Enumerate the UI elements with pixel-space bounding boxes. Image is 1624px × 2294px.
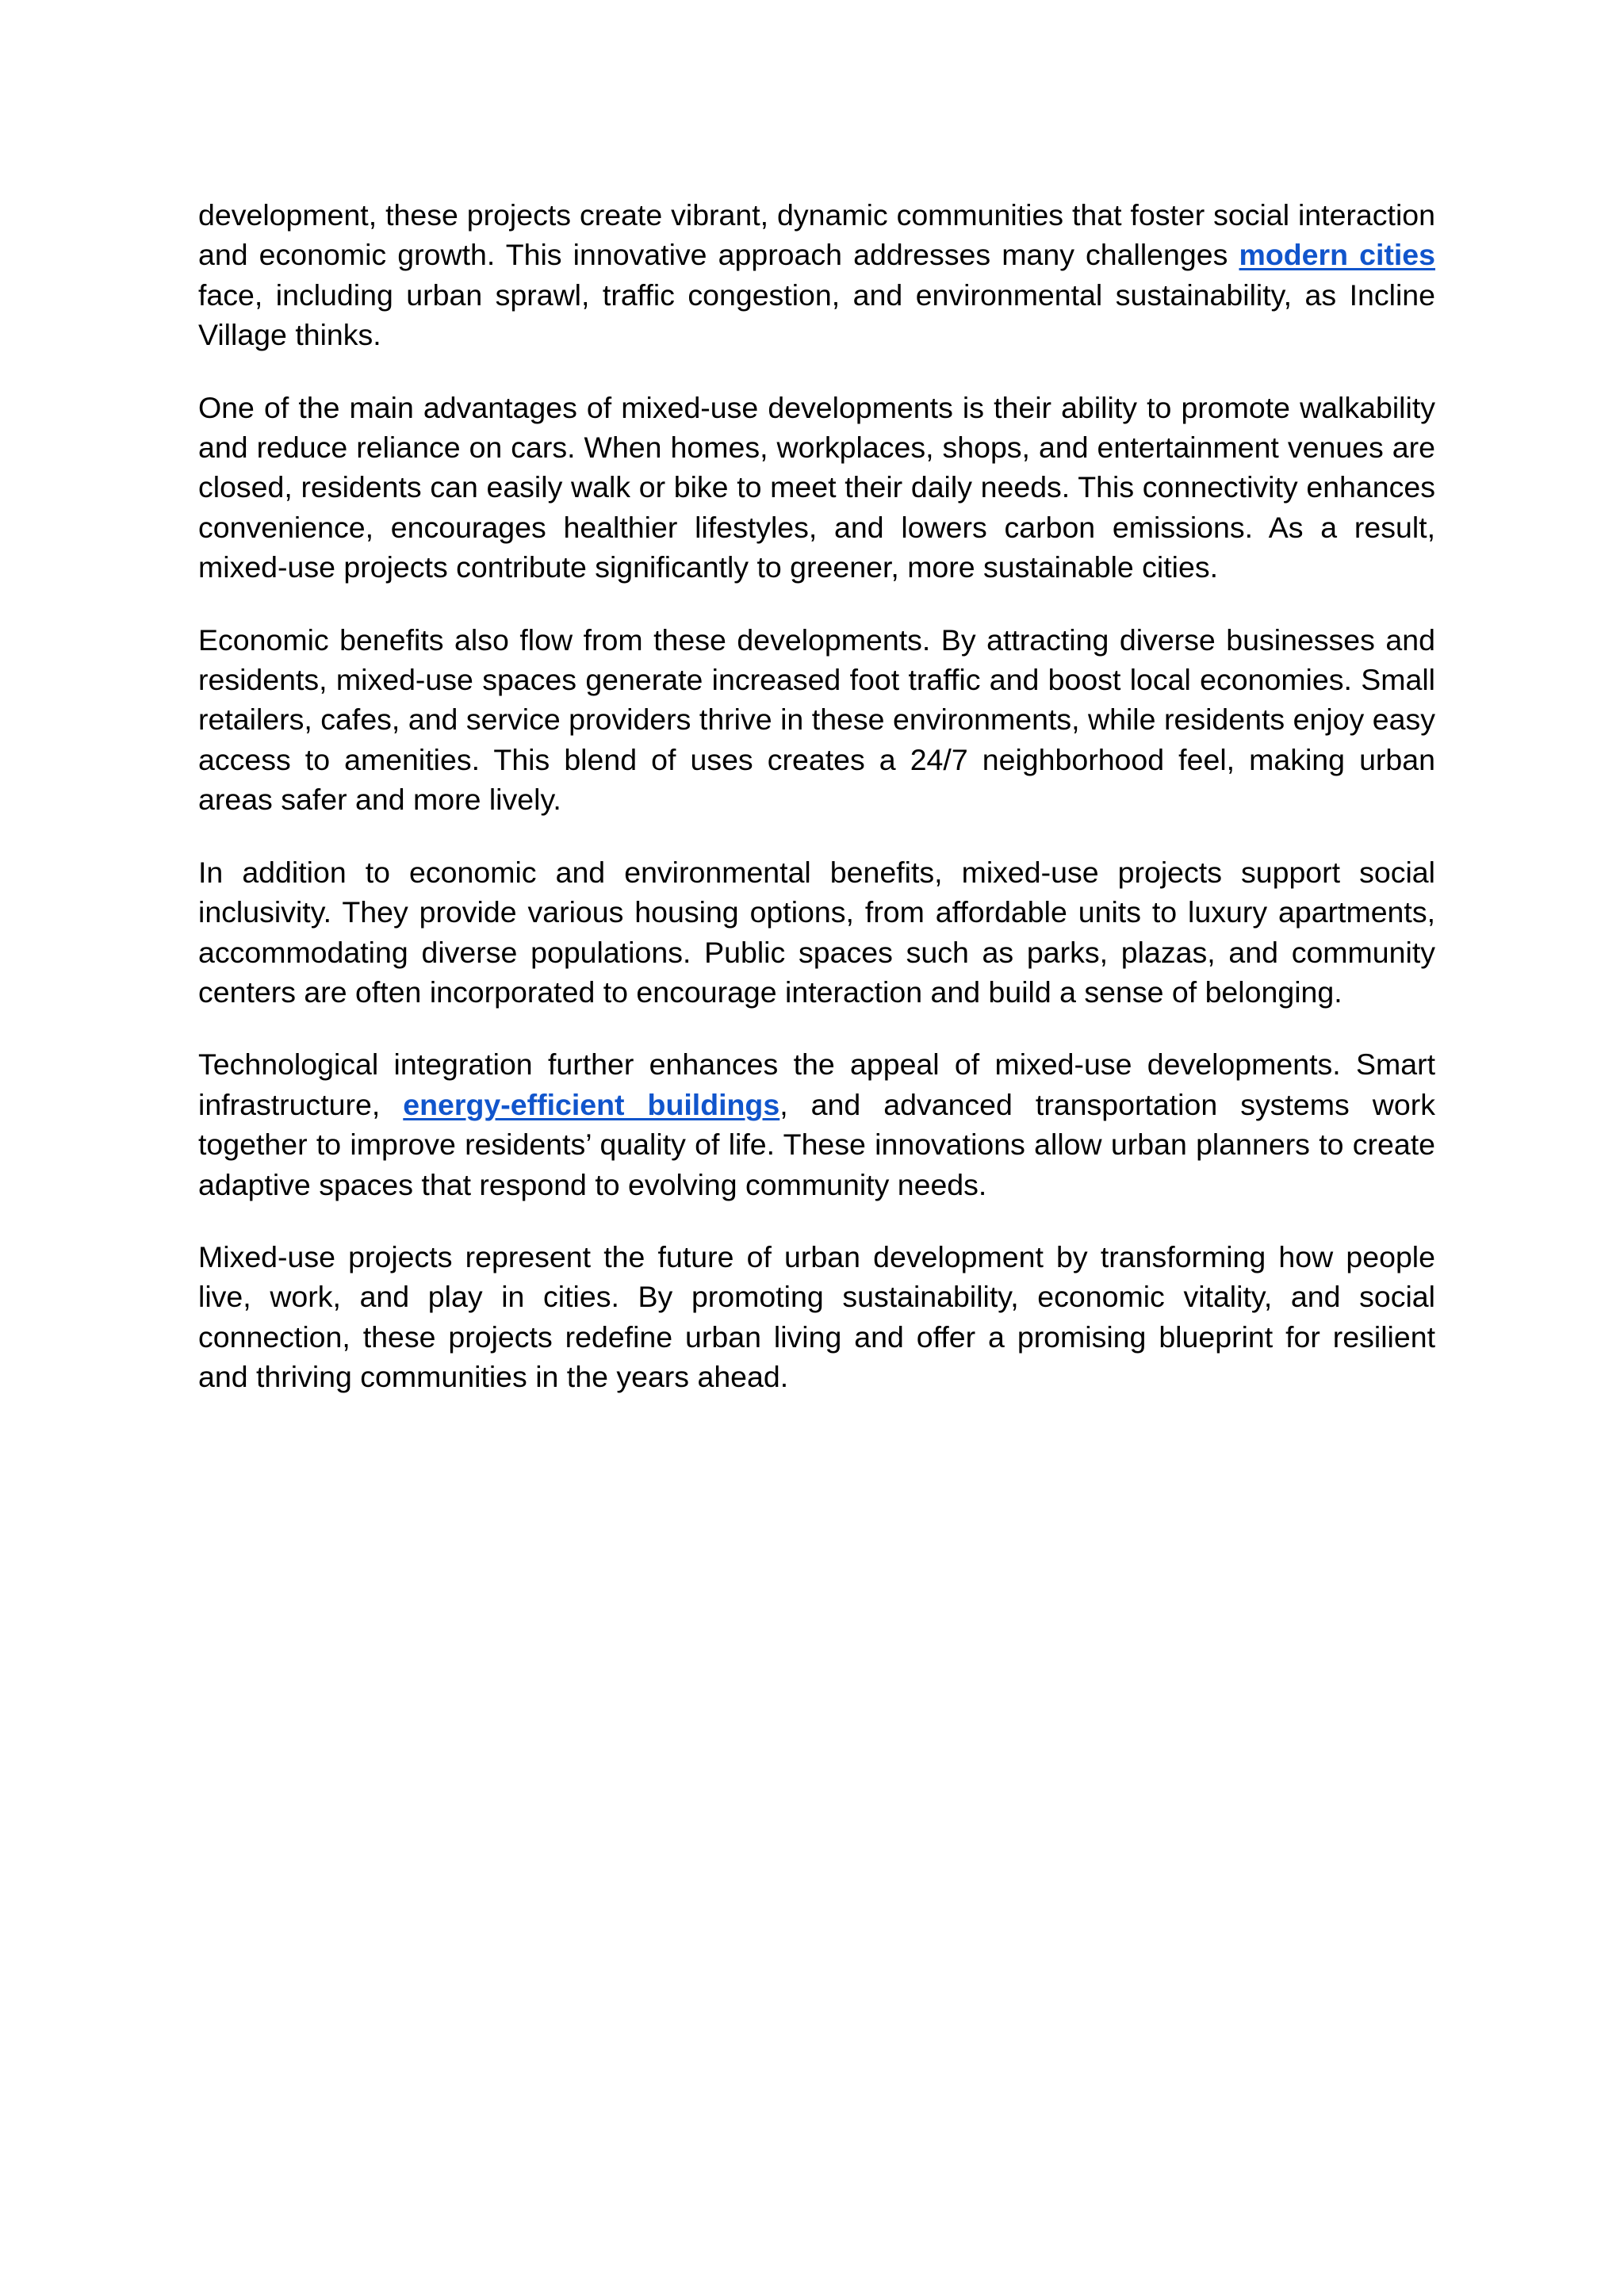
paragraph-conclusion: Mixed-use projects represent the future of urban development by transforming how people live, work, and play in cities. By promoting sustainability, economic vitality, and social connection, these projects redefine urban living and offer a promising blueprint for resilient and thriving communities in the years ahead. (198, 1239, 1435, 1394)
paragraph-technology (198, 1044, 1435, 1204)
link-energy-efficient-buildings[interactable]: energy-efficient buildings (403, 1087, 780, 1121)
paragraph-intro (198, 195, 1435, 355)
link-modern-cities[interactable]: modern cities (1239, 238, 1436, 272)
paragraph-text: face, including urban sprawl, traffic congestion, and environmental sustainability, as Incline Village thinks. (198, 278, 1435, 352)
paragraph-walkability: One of the main advantages of mixed-use developments is their ability to promote walkability and reduce reliance on cars. When homes, workplaces, shops, and entertainment venues are closed, residents can easily walk or bike to meet their daily needs. This connectivity enhances convenience, encourages healthier lifestyles, and lowers carbon emissions. As a result, mixed-use projects contribute significantly to greener, more sustainable cities. (198, 390, 1435, 584)
paragraph-text: Technological integration further enhances the appeal of mixed-use developments. Smart infrastructure, (198, 1047, 1435, 1121)
document-body (198, 195, 1435, 1430)
paragraph-inclusivity: In addition to economic and environmental benefits, mixed-use projects support social inclusivity. They provide various housing options, from affordable units to luxury apartments, accommodating diverse populations. Public spaces such as parks, plazas, and community centers are often incorporated to encourage interaction and build a sense of belonging. (198, 855, 1435, 1009)
paragraph-text: , and advanced transportation systems work together to improve residents’ quality of life. These innovations allow urban planners to create adaptive spaces that respond to evolving community needs. (198, 1087, 1435, 1201)
paragraph-text: development, these projects create vibrant, dynamic communities that foster social interaction and economic growth. This innovative approach addresses many challenges (198, 198, 1435, 272)
paragraph-economic: Economic benefits also flow from these developments. By attracting diverse businesses and residents, mixed-use spaces generate increased foot traffic and boost local economies. Small retailers, cafes, and service providers thrive in these environments, while residents enjoy easy access to amenities. This blend of uses creates a 24/7 neighborhood feel, making urban areas safer and more lively. (198, 622, 1435, 817)
